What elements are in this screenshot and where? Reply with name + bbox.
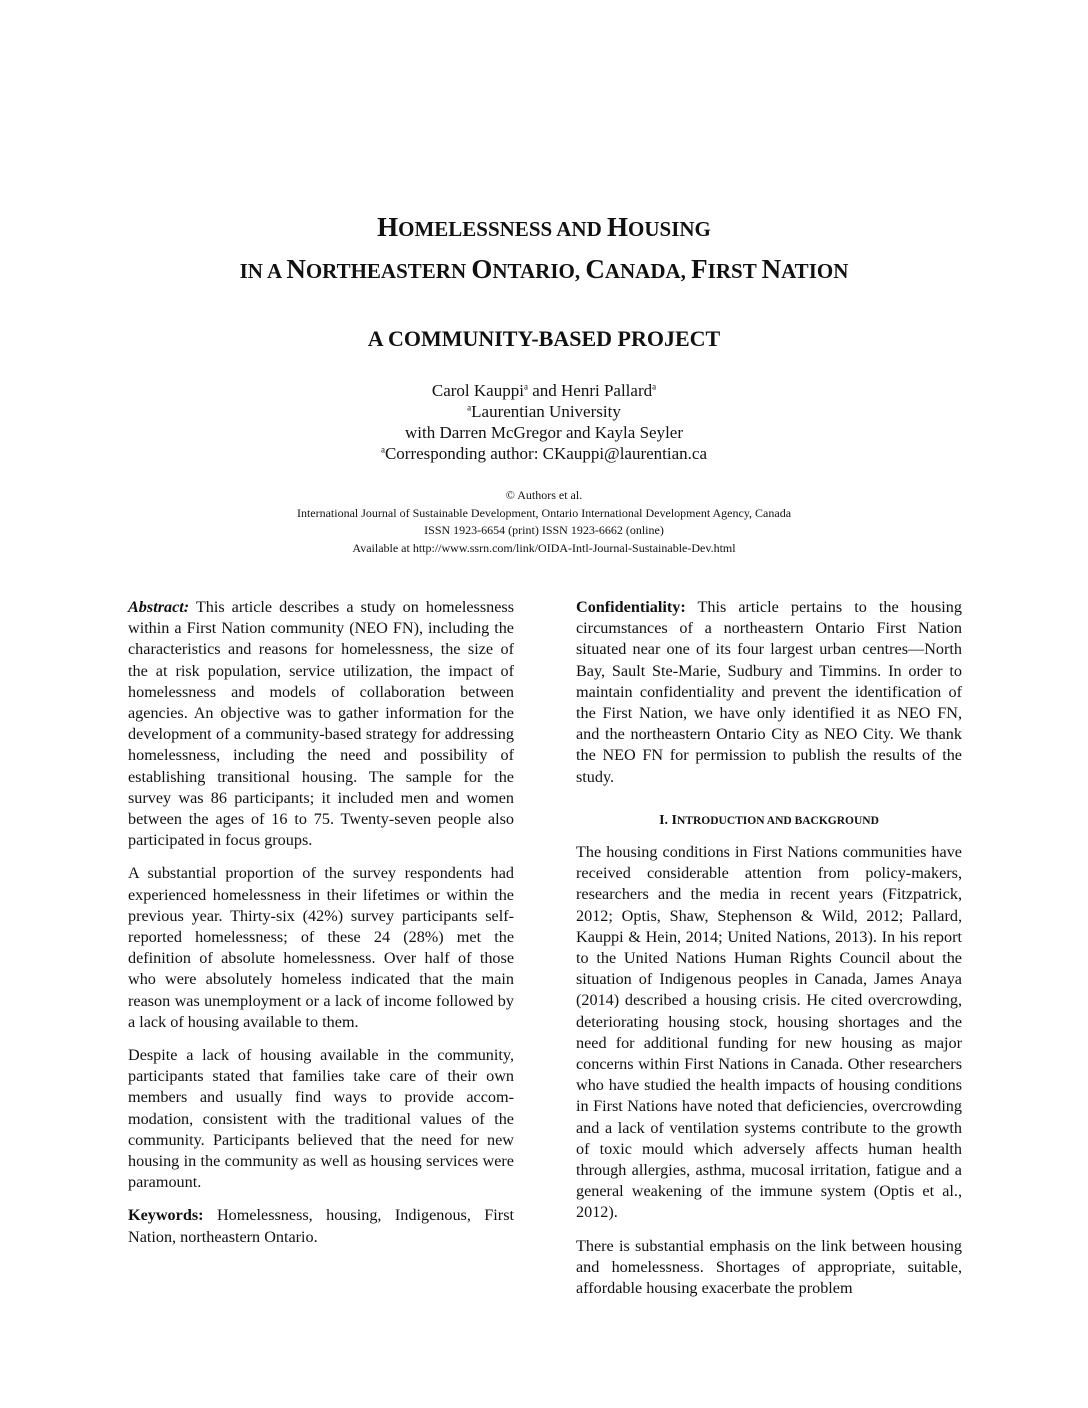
publication-info	[0, 487, 1088, 557]
section-heading-cap: I	[671, 812, 677, 828]
author-name: Henri Pallard	[561, 381, 653, 400]
title-cap: N	[286, 254, 306, 284]
title-smallcaps: OUSING	[628, 217, 711, 241]
title-cap: H	[377, 212, 399, 242]
title-smallcaps: OMELESSNESS AND	[398, 217, 608, 241]
author-conjunction: and	[527, 381, 561, 400]
abstract-text: This article describes a study on homelessness within a First Nation community (NEO FN), including the characteristics and reasons for homelessness, the size of the at risk population, service utilization, the impact of homelessness and models of collaboration between agencies. An objective was to gather information for the development of a community-based strategy for addressing homelessness, including the need and possibility of establishing transitional housing. The sample for the survey was 86 participants; it included men and women between the ages of 16 to 75. Twenty-seven people also participated in focus groups.	[128, 598, 514, 850]
author-name: Carol Kauppi	[431, 381, 524, 400]
intro-paragraph-2: There is substantial emphasis on the link between housing and homelessness. Shortages of appropriate, suitable, affordable housing exacerbate the problem	[576, 1236, 962, 1298]
confidentiality-paragraph	[576, 597, 962, 788]
title-cap: H	[607, 212, 629, 242]
title-cap: N	[761, 254, 782, 284]
title-cap: C	[585, 254, 605, 284]
affiliation-marker: a	[652, 381, 657, 392]
authors-block	[0, 380, 1088, 464]
abstract-label: Abstract:	[128, 598, 190, 616]
affiliation-marker: a	[523, 381, 528, 392]
title-smallcaps: IN A	[239, 259, 287, 283]
section-heading-smallcaps: NTRODUCTION AND BACKGROUND	[677, 814, 879, 827]
abstract-paragraph-2: A substantial proportion of the survey respondents had experienced homelessness in their lifetimes or within the previous year. Thirty-six (42%) survey participants self-reported homelessness; of these 24 (28%) met the definition of absolute homelessness. Over half of those who were absolutely homeless indicated that the main reason was unemployment or a lack of income followed by a lack of housing available to them.	[128, 864, 514, 1031]
keywords-paragraph	[128, 1205, 514, 1247]
intro-paragraph-1: The housing conditions in First Nations communities have received considerable attention from policy-makers, researchers and the media in recent years (Fitzpatrick, 2012; Optis, Shaw, Stephenson & Wild, 2012; Pallard, Kauppi & Hein, 2014; United Nations, 2013). In his report to the United Nations Human Rights Council about the situation of Indigenous peoples in Canada, James Anaya (2014) described a housing crisis. He cited overcrowding, deteriorating housing stock, housing shortages and the need for additional funding for new housing as major concerns within First Nations in Canada. Other researchers who have studied the health impacts of housing conditions in First Nations have noted that deficiencies, overcrowding and a lack of ventilation systems contribute to the growth of toxic mould which adversely affects human health through allergies, asthma, mucosal irritation, fatigue and a general weakening of the immune system (Optis et al., 2012).	[576, 843, 962, 1222]
keywords-text: Homelessness, housing, Indigenous, First Nation, northeastern Ontario.	[128, 1206, 514, 1246]
affiliation-marker: a	[380, 444, 385, 455]
affiliation-name: Laurentian University	[471, 402, 621, 421]
title-smallcaps: ATION	[781, 259, 849, 283]
title-cap: O	[471, 254, 493, 284]
contributors-line: with Darren McGregor and Kayla Seyler	[404, 423, 684, 442]
title-smallcaps: IRST	[707, 259, 762, 283]
abstract-paragraph	[128, 597, 514, 851]
abstract-paragraph-3: Despite a lack of housing available in the community, participants stated that families take care of their own members and usually find ways to provide accommodation, consistent with the traditional values of the community. Participants believed that the need for new housing in the community as well as housing services were paramount.	[128, 1046, 514, 1192]
right-column	[576, 597, 962, 1311]
paper-subtitle: A COMMUNITY-BASED PROJECT	[367, 326, 721, 351]
title-smallcaps: ANADA,	[604, 259, 692, 283]
title-smallcaps: NTARIO,	[492, 259, 586, 283]
confidentiality-text: This article pertains to the housing circumstances of a northeastern Ontario First Nation situated near one of its four largest urban centres—North Bay, Sault Ste-Marie, Sudbury and Timmins. In order to maintain confidentiality and prevent the identification of the First Nation, we have only identified it as NEO FN, and the northeastern Ontario City as NEO City. We thank the NEO FN for permission to publish the results of the study.	[576, 598, 962, 786]
title-cap: F	[691, 254, 708, 284]
paper-title-line-2	[0, 252, 1088, 288]
availability-link[interactable]: Available at http://www.ssrn.com/link/OIDA-Intl-Journal-Sustainable-Dev.html	[352, 540, 736, 555]
corresponding-author	[0, 443, 1088, 464]
affiliation-marker: a	[467, 402, 472, 413]
journal-line: International Journal of Sustainable Development, Ontario International Development Agency, Canada	[296, 505, 792, 520]
corresponding-author-email[interactable]: Corresponding author: CKauppi@laurentian.ca	[384, 444, 708, 463]
affiliation	[0, 401, 1088, 422]
author-names	[0, 380, 1088, 401]
section-heading-introduction	[576, 810, 962, 832]
issn-line: ISSN 1923-6654 (print) ISSN 1923-6662 (online)	[424, 523, 664, 537]
confidentiality-label: Confidentiality:	[576, 598, 686, 616]
paper-title-line-1	[0, 210, 1088, 246]
copyright-line: © Authors et al.	[505, 488, 583, 502]
section-number: I.	[659, 812, 672, 828]
title-smallcaps: ORTHEASTERN	[305, 259, 472, 283]
keywords-label: Keywords:	[128, 1206, 204, 1225]
left-column	[128, 597, 514, 1260]
